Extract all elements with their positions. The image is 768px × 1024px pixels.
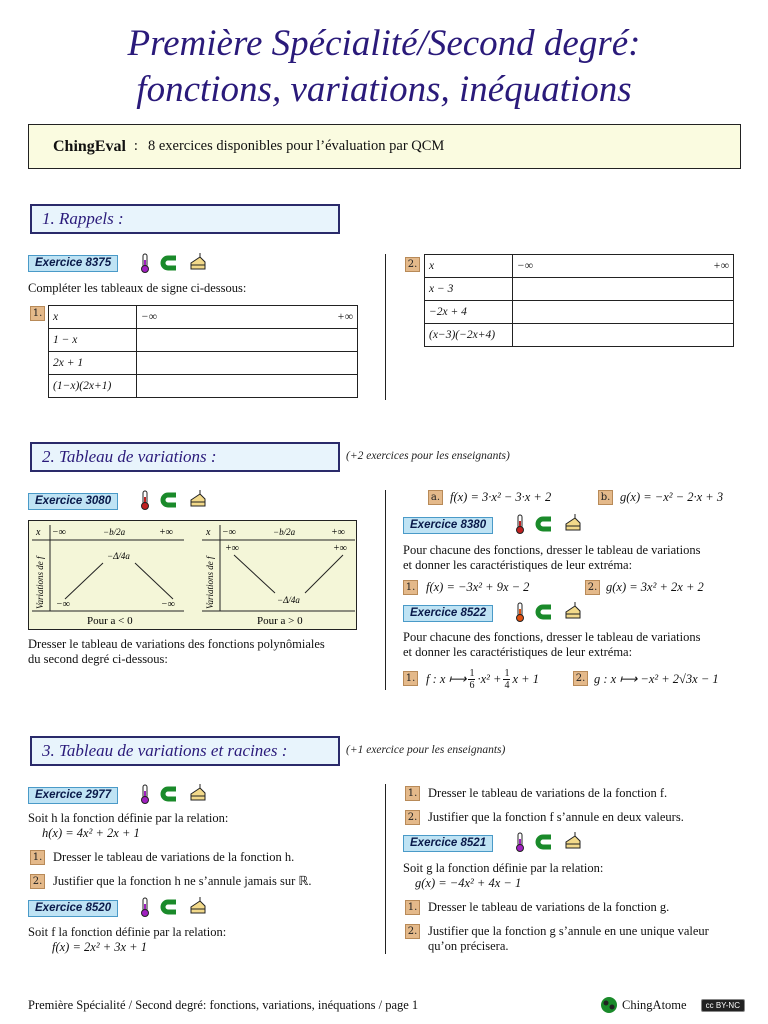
cake-icon — [563, 514, 583, 534]
fraction — [468, 668, 475, 691]
cake-icon — [188, 490, 208, 510]
arrow-down — [135, 563, 173, 599]
footer-brand — [600, 996, 745, 1014]
thermometer-icon — [140, 490, 150, 510]
ex8522-q1-prefix: f : x ⟼ — [426, 672, 467, 686]
ex3080-text-1: Dresser le tableau de variations des fonctions polynômiales — [28, 637, 325, 651]
var-left-mid-value: −Δ/4a — [107, 551, 130, 561]
var-right-vertex: −b/2a — [273, 527, 296, 537]
var-left-ylabel: Variations de f — [35, 556, 45, 609]
ex8521-q1-label: 1. — [405, 900, 420, 915]
sign-table-1-row: (1−x)(2x+1) — [49, 375, 137, 398]
ex2977-q2-label: 2. — [30, 874, 45, 889]
ex8380-q2: g(x) = 3x² + 2x + 2 — [606, 580, 704, 594]
column-divider — [385, 784, 386, 954]
sign-table-1-row: 2x + 1 — [49, 352, 137, 375]
sign-table-2-var: x — [425, 255, 513, 278]
cake-icon — [188, 784, 208, 804]
var-left-x: x — [36, 527, 41, 538]
variation-tables-box — [28, 520, 357, 630]
thermometer-icon — [515, 602, 525, 622]
fraction-num: 1 — [469, 667, 475, 679]
icons-8520 — [140, 897, 208, 917]
chingatome-logo-icon — [600, 996, 618, 1014]
exercise-badge-2977[interactable]: Exercice 2977 — [28, 787, 118, 804]
ex8522-q1-suffix: x + 1 — [512, 671, 539, 686]
section-variations-racines: 3. Tableau de variations et racines : — [30, 736, 340, 766]
ex8521-q2-label: 2. — [405, 924, 420, 939]
column-divider — [385, 254, 386, 400]
ex8522-text-2: et donner les caractéristiques de leur extréma: — [403, 645, 633, 659]
exercise-badge-8522[interactable]: Exercice 8522 — [403, 605, 493, 622]
exercise-badge-8520[interactable]: Exercice 8520 — [28, 900, 118, 917]
magnet-icon — [535, 604, 553, 620]
icons-8522 — [515, 602, 583, 622]
plus-inf: +∞ — [713, 260, 729, 272]
ex8521-text: Soit g la fonction définie par la relation: — [403, 861, 604, 875]
cake-icon — [563, 832, 583, 852]
ex8380-q1-label: 1. — [403, 580, 418, 595]
var-right-minus-inf: −∞ — [222, 527, 236, 538]
ex8521-q1: Dresser le tableau de variations de la fonction g. — [428, 900, 670, 914]
icons-8375 — [140, 253, 208, 273]
icons-2977 — [140, 784, 208, 804]
column-divider — [385, 490, 386, 690]
cake-icon — [188, 897, 208, 917]
variation-tables-diagram — [29, 521, 358, 631]
chingeval-text: 8 exercices disponibles pour l’évaluation par QCM — [147, 138, 445, 154]
ex8522-q2: g : x ⟼ −x² + 2√3x − 1 — [594, 672, 719, 686]
ex8520-q1-label: 1. — [405, 786, 420, 801]
ex8380-text-2: et donner les caractéristiques de leur extréma: — [403, 558, 633, 572]
footer-brand-name: ChingAtome — [622, 997, 687, 1012]
var-right-plus-inf: +∞ — [331, 527, 345, 538]
thermometer-icon — [515, 514, 525, 534]
magnet-icon — [160, 492, 178, 508]
sign-table-2-row: x − 3 — [425, 278, 513, 301]
ex8375-q1-number: 1. — [30, 306, 45, 321]
magnet-icon — [535, 516, 553, 532]
ex8520-q2-label: 2. — [405, 810, 420, 825]
arrow-up — [305, 555, 343, 593]
arrow-up — [65, 563, 103, 599]
sign-table-1 — [48, 305, 358, 398]
section-3-note: (+1 exercice pour les enseignants) — [346, 744, 506, 756]
var-left-minus-inf: −∞ — [52, 527, 66, 538]
var-left-plus-inf: +∞ — [159, 527, 173, 538]
ex2977-relation: h(x) = 4x² + 2x + 1 — [42, 826, 140, 840]
ex8380-text-1: Pour chacune des fonctions, dresser le tableau de variations — [403, 543, 701, 557]
ex8375-intro: Compléter les tableaux de signe ci-dessous: — [28, 281, 247, 295]
thermometer-icon — [140, 897, 150, 917]
magnet-icon — [160, 255, 178, 271]
ex8520-relation: f(x) = 2x² + 3x + 1 — [52, 940, 147, 954]
icons-3080 — [140, 490, 208, 510]
ex3080-function-a: f(x) = 3·x² − 3·x + 2 — [450, 490, 552, 504]
ex8522-q1-mid: ·x² + — [477, 671, 502, 686]
var-right-ylabel: Variations de f — [205, 556, 215, 609]
sign-table-2-cell[interactable] — [513, 301, 734, 324]
var-left-bottom-right: −∞ — [161, 599, 175, 610]
var-right-caption: Pour a > 0 — [257, 615, 303, 627]
var-right-x: x — [206, 527, 211, 538]
ex8520-q1: Dresser le tableau de variations de la fonction f. — [428, 786, 668, 800]
exercise-badge-3080[interactable]: Exercice 3080 — [28, 493, 118, 510]
icons-8380 — [515, 514, 583, 534]
ex8521-q2-line1: Justifier que la fonction g s’annule en une unique valeur — [428, 924, 709, 938]
ex2977-text: Soit h la fonction définie par la relation: — [28, 811, 229, 825]
exercise-badge-8375[interactable]: Exercice 8375 — [28, 255, 118, 272]
exercise-badge-8380[interactable]: Exercice 8380 — [403, 517, 493, 534]
var-right-top-right: +∞ — [333, 543, 347, 554]
magnet-icon — [160, 899, 178, 915]
ex8520-q2: Justifier que la fonction f s’annule en deux valeurs. — [428, 810, 684, 824]
var-right-mid-value: −Δ/4a — [277, 595, 300, 605]
var-left-bottom-left: −∞ — [56, 599, 70, 610]
sign-table-2-row: (x−3)(−2x+4) — [425, 324, 513, 347]
section-2-note: (+2 exercices pour les enseignants) — [346, 450, 510, 462]
ex8380-q1: f(x) = −3x² + 9x − 2 — [426, 580, 530, 594]
sign-table-1-cell[interactable] — [137, 329, 358, 352]
ex2977-q1: Dresser le tableau de variations de la fonction h. — [53, 850, 295, 864]
sign-table-2-cell[interactable] — [513, 324, 734, 347]
page-title-line2: fonctions, variations, inéquations — [136, 69, 632, 110]
var-right-top-left: +∞ — [225, 543, 239, 554]
sign-table-2 — [424, 254, 734, 347]
fraction-den: 6 — [469, 679, 475, 691]
ex8522-text-1: Pour chacune des fonctions, dresser le tableau de variations — [403, 630, 701, 644]
ex8521-relation: g(x) = −4x² + 4x − 1 — [415, 876, 522, 890]
ex8520-text: Soit f la fonction définie par la relation: — [28, 925, 227, 939]
arrow-down — [234, 555, 275, 593]
magnet-icon — [535, 834, 553, 850]
sign-table-1-cell[interactable] — [137, 352, 358, 375]
magnet-icon — [160, 786, 178, 802]
minus-inf: −∞ — [141, 311, 157, 323]
thermometer-icon — [140, 784, 150, 804]
ex3080-function-b: g(x) = −x² − 2·x + 3 — [620, 490, 724, 504]
thermometer-icon — [140, 253, 150, 273]
chingeval-sep: : — [133, 138, 138, 154]
section-tableau-variations: 2. Tableau de variations : — [30, 442, 340, 472]
var-left-vertex: −b/2a — [103, 527, 126, 537]
sign-table-1-row: 1 − x — [49, 329, 137, 352]
footer-text: Première Spécialité / Second degré: fonctions, variations, inéquations / page 1 — [28, 998, 419, 1012]
cake-icon — [188, 253, 208, 273]
var-left-caption: Pour a < 0 — [87, 615, 133, 627]
fraction-den: 4 — [504, 679, 510, 691]
ex3080-b-label: b. — [598, 490, 613, 505]
page-title-line1: Première Spécialité/Second degré: — [127, 23, 641, 64]
ex8375-q2-number: 2. — [405, 257, 420, 272]
ex3080-text-2: du second degré ci-dessous: — [28, 652, 168, 666]
chingeval-name: ChingEval — [53, 137, 126, 155]
sign-table-2-row: −2x + 4 — [425, 301, 513, 324]
icons-8521 — [515, 832, 583, 852]
exercise-badge-8521[interactable]: Exercice 8521 — [403, 835, 493, 852]
section-rappels: 1. Rappels : — [30, 204, 340, 234]
fraction-num: 1 — [504, 667, 510, 679]
license-badge: cc BY-NC — [701, 999, 745, 1012]
ex2977-q1-label: 1. — [30, 850, 45, 865]
minus-inf: −∞ — [517, 260, 533, 272]
sign-table-1-var: x — [49, 306, 137, 329]
ex3080-a-label: a. — [428, 490, 443, 505]
fraction — [503, 668, 510, 691]
chingeval-box — [28, 124, 741, 169]
cake-icon — [563, 602, 583, 622]
ex8522-q2-label: 2. — [573, 671, 588, 686]
ex2977-q2: Justifier que la fonction h ne s’annule jamais sur ℝ. — [53, 874, 312, 888]
sign-table-1-cell[interactable] — [137, 375, 358, 398]
ex8522-q1 — [426, 664, 539, 694]
sign-table-2-cell[interactable] — [513, 278, 734, 301]
ex8521-q2-line2: qu’on précisera. — [428, 939, 509, 953]
ex8380-q2-label: 2. — [585, 580, 600, 595]
plus-inf: +∞ — [337, 311, 353, 323]
thermometer-icon — [515, 832, 525, 852]
ex8522-q1-label: 1. — [403, 671, 418, 686]
